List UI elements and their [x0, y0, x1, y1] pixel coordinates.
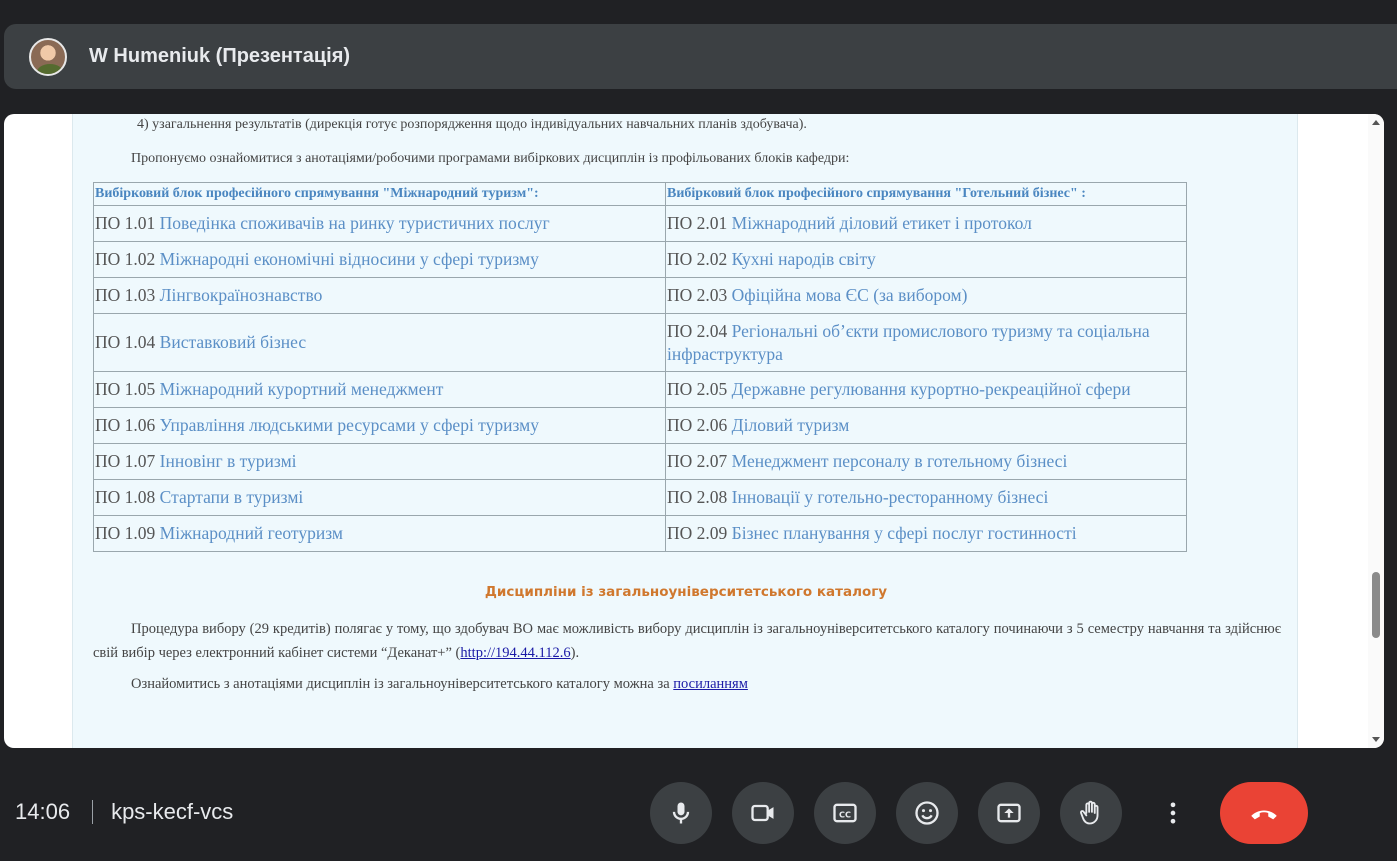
scrollbar[interactable]: [1368, 114, 1384, 748]
scroll-thumb[interactable]: [1372, 572, 1380, 638]
course-code: ПО 2.02: [667, 249, 728, 269]
course-code: ПО 2.09: [667, 523, 728, 543]
present-button[interactable]: [978, 782, 1040, 844]
raise-hand-button[interactable]: [1060, 782, 1122, 844]
table-cell: [94, 278, 666, 314]
course-code: ПО 2.05: [667, 379, 728, 399]
course-link[interactable]: Регіональні об’єкти промислового туризму та соціальна інфраструктура: [667, 320, 1150, 364]
more-options-icon: [1159, 799, 1187, 827]
course-code: ПО 1.09: [95, 523, 156, 543]
microphone-icon: [667, 799, 695, 827]
annotations-text: Ознайомитись з анотаціями дисциплін із загальноуніверситетського каталогу можна за: [131, 676, 674, 692]
course-code: ПО 2.03: [667, 285, 728, 305]
course-link[interactable]: Лінгвокраїнознавство: [159, 285, 323, 305]
annotations-link[interactable]: посиланням: [673, 676, 748, 692]
course-code: ПО 2.06: [667, 415, 728, 435]
course-code: ПО 1.04: [95, 332, 156, 352]
header-international-tourism: Вибірковий блок професійного спрямування "Міжнародний туризм":: [94, 183, 666, 206]
table-row: [94, 206, 1187, 242]
course-link[interactable]: Кухні народів світу: [731, 249, 876, 269]
divider: [92, 800, 93, 824]
table-cell: [666, 314, 1187, 372]
courses-table: [93, 182, 1187, 552]
course-code: ПО 1.08: [95, 487, 156, 507]
shared-screen: [4, 114, 1384, 748]
procedure-text: Процедура вибору (29 кредитів) полягає у тому, що здобувач ВО має можливість вибору дисциплін із загальноуніверситетського каталогу починаючи з 5 семестру навчання та здійснює свій вибір через електронний кабінет системи “Деканат+” (: [93, 621, 1281, 661]
table-row: [94, 480, 1187, 516]
course-link[interactable]: Інновінг в туризмі: [159, 451, 297, 471]
table-cell: [666, 206, 1187, 242]
table-cell: [666, 516, 1187, 552]
course-code: ПО 1.02: [95, 249, 156, 269]
scroll-down-icon[interactable]: [1372, 737, 1380, 742]
table-row: [94, 372, 1187, 408]
paragraph-intro: Пропонуємо ознайомитися з анотаціями/робочими програмами вибіркових дисциплін із профільованих блоків кафедри:: [131, 151, 850, 166]
paragraph-annotations: [131, 676, 748, 693]
meeting-info: [15, 797, 233, 827]
table-cell: [94, 372, 666, 408]
meeting-time: 14:06: [15, 799, 71, 824]
course-code: ПО 2.08: [667, 487, 728, 507]
table-cell: [666, 242, 1187, 278]
table-cell: [666, 278, 1187, 314]
section-title-catalog: Дисципліни із загальноуніверситетського каталогу: [484, 584, 888, 600]
course-link[interactable]: Державне регулювання курортно-рекреаційної сфери: [731, 379, 1131, 399]
document-page: [72, 114, 1298, 748]
table-cell: [666, 444, 1187, 480]
course-link[interactable]: Міжнародні економічні відносини у сфері туризму: [159, 249, 539, 269]
header-hotel-business: Вибірковий блок професійного спрямування "Готельний бізнес" :: [666, 183, 1187, 206]
table-cell: [666, 372, 1187, 408]
table-cell: [94, 242, 666, 278]
course-link[interactable]: Стартапи в туризмі: [159, 487, 304, 507]
course-link[interactable]: Бізнес планування у сфері послуг гостинності: [731, 523, 1077, 543]
table-cell: [666, 480, 1187, 516]
emoji-button[interactable]: [896, 782, 958, 844]
microphone-button[interactable]: [650, 782, 712, 844]
course-code: ПО 1.05: [95, 379, 156, 399]
presenter-name: W Humeniuk (Презентація): [89, 45, 351, 67]
course-link[interactable]: Управління людськими ресурсами у сфері туризму: [159, 415, 539, 435]
camera-button[interactable]: [732, 782, 794, 844]
scroll-up-icon[interactable]: [1372, 120, 1380, 125]
course-link[interactable]: Виставковий бізнес: [159, 332, 307, 352]
course-code: ПО 1.07: [95, 451, 156, 471]
end-call-button[interactable]: [1220, 782, 1308, 844]
table-row: [94, 278, 1187, 314]
table-cell: [94, 516, 666, 552]
presenter-bar: [4, 24, 1397, 89]
course-code: ПО 1.06: [95, 415, 156, 435]
table-cell: [94, 314, 666, 372]
present-screen-icon: [995, 799, 1023, 827]
course-code: ПО 2.04: [667, 320, 728, 341]
table-cell: [94, 206, 666, 242]
course-code: ПО 1.03: [95, 285, 156, 305]
captions-icon: [831, 799, 859, 827]
table-cell: [666, 408, 1187, 444]
table-cell: [94, 444, 666, 480]
course-code: ПО 2.01: [667, 213, 728, 233]
paragraph-results: 4) узагальнення результатів (дирекція готує розпорядження щодо індивідуальних навчальних планів здобувача).: [137, 117, 807, 132]
table-row: [94, 242, 1187, 278]
course-link[interactable]: Діловий туризм: [731, 415, 850, 435]
camera-icon: [749, 799, 777, 827]
course-code: ПО 1.01: [95, 213, 156, 233]
end-call-icon: [1247, 796, 1281, 830]
more-options-button[interactable]: [1142, 782, 1204, 844]
table-row: [94, 516, 1187, 552]
svg-text:CC: CC: [839, 809, 851, 820]
table-row: [94, 408, 1187, 444]
captions-button[interactable]: [814, 782, 876, 844]
presenter-avatar: [29, 38, 67, 76]
meeting-code: kps-kecf-vcs: [111, 799, 234, 824]
raise-hand-icon: [1077, 799, 1105, 827]
table-row: [94, 444, 1187, 480]
dekanat-link[interactable]: http://194.44.112.6: [460, 645, 571, 661]
course-link[interactable]: Міжнародний діловий етикет і протокол: [731, 213, 1032, 233]
emoji-icon: [913, 799, 941, 827]
table-cell: [94, 408, 666, 444]
course-code: ПО 2.07: [667, 451, 728, 471]
course-link[interactable]: Менеджмент персоналу в готельному бізнесі: [731, 451, 1068, 471]
course-link[interactable]: Міжнародний геотуризм: [159, 523, 343, 543]
paragraph-procedure: [93, 617, 1281, 665]
course-link[interactable]: Офіційна мова ЄС (за вибором): [731, 285, 968, 305]
table-row: [94, 314, 1187, 372]
course-link[interactable]: Інновації у готельно-ресторанному бізнесі: [731, 487, 1049, 507]
table-cell: [94, 480, 666, 516]
course-link[interactable]: Поведінка споживачів на ринку туристичних послуг: [159, 213, 550, 233]
procedure-text-end: ).: [570, 645, 580, 661]
course-link[interactable]: Міжнародний курортний менеджмент: [159, 379, 444, 399]
